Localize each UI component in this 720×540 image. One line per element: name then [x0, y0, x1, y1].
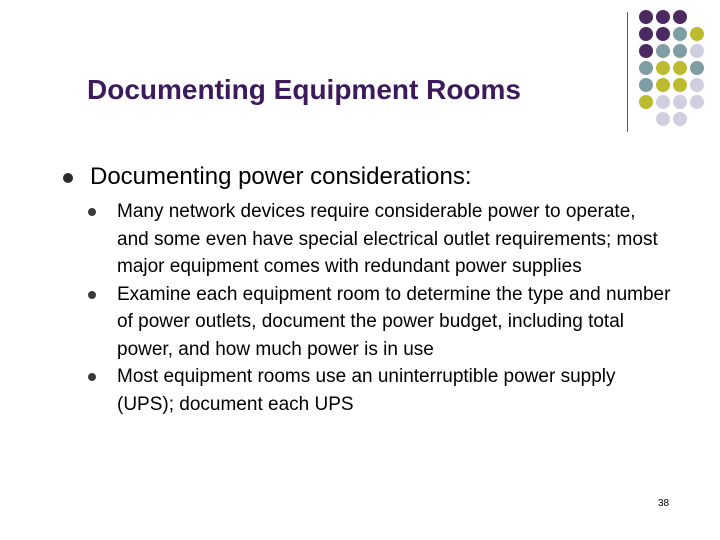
- dot-olive: [690, 27, 704, 41]
- sub-bullet-text: Many network devices require considerable power to operate, and some even have special electrical outlet requirements; most major equipment comes with redundant power supplies: [117, 201, 658, 277]
- dot-olive: [656, 61, 670, 75]
- dot-olive: [656, 78, 670, 92]
- dot-purple: [639, 10, 653, 24]
- dot-lavender: [656, 95, 670, 109]
- sub-bullet-item: [88, 363, 668, 418]
- dot-purple: [639, 44, 653, 58]
- dot-olive: [639, 95, 653, 109]
- sub-bullet-text: Examine each equipment room to determine the type and number of power outlets, document the power budget, including total power, and how much power is in use: [117, 283, 671, 360]
- decorative-dot-grid: [0, 0, 720, 140]
- sub-bullet-item: [88, 281, 671, 364]
- dot-lavender: [673, 112, 687, 126]
- sub-bullet-marker: [88, 208, 96, 216]
- dot-purple: [656, 10, 670, 24]
- dot-lavender: [690, 78, 704, 92]
- dot-slate: [690, 61, 704, 75]
- dot-slate: [639, 78, 653, 92]
- dot-purple: [639, 27, 653, 41]
- page-number: 38: [658, 498, 670, 509]
- dot-lavender: [673, 95, 687, 109]
- dot-lavender: [656, 112, 670, 126]
- sub-bullet-marker: [88, 373, 96, 381]
- dot-slate: [673, 44, 687, 58]
- sub-bullet-marker: [88, 291, 96, 299]
- dot-purple: [673, 10, 687, 24]
- dot-olive: [673, 78, 687, 92]
- main-bullet-text: Documenting power considerations:: [90, 163, 472, 190]
- dot-slate: [673, 27, 687, 41]
- title-divider-line: [627, 12, 628, 132]
- sub-bullet-text: Most equipment rooms use an uninterruptible power supply (UPS); document each UPS: [117, 366, 616, 415]
- sub-bullet-item: [88, 198, 668, 281]
- dot-slate: [656, 44, 670, 58]
- dot-slate: [639, 61, 653, 75]
- dot-olive: [673, 61, 687, 75]
- slide-title: Documenting Equipment Rooms: [87, 74, 521, 105]
- dot-lavender: [690, 44, 704, 58]
- bullet-marker: [63, 173, 73, 183]
- dot-purple: [656, 27, 670, 41]
- sub-bullet-list: [88, 198, 671, 418]
- dot-lavender: [690, 95, 704, 109]
